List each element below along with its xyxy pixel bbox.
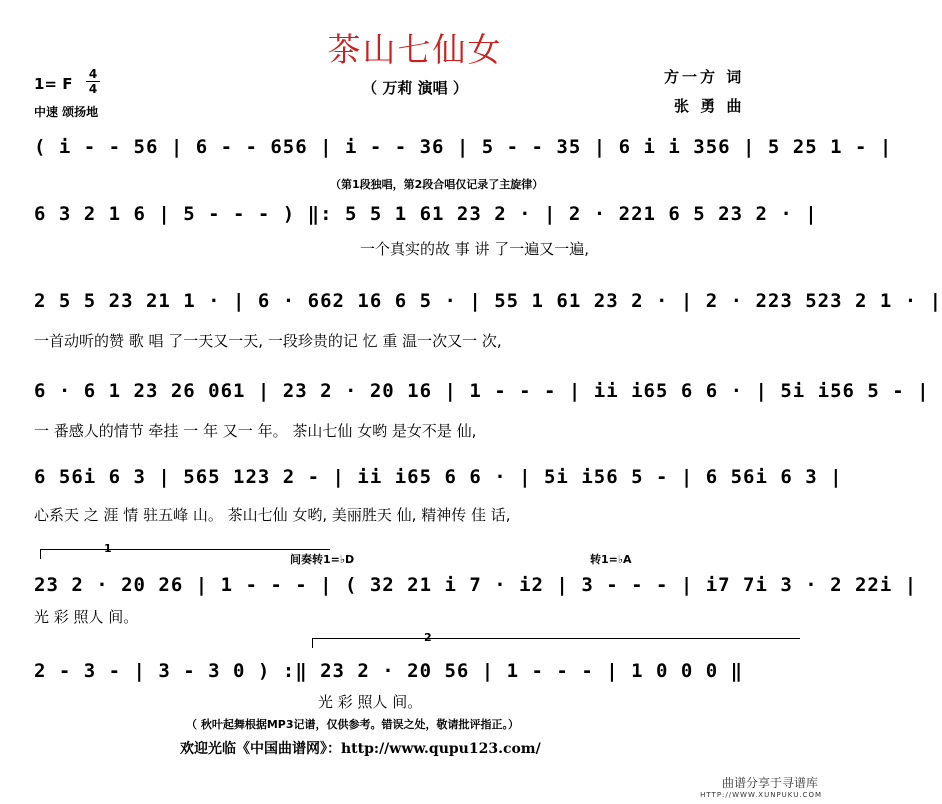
notation-row-7: 2 - 3 - | 3 - 3 0 ) :‖ 23 2 · 20 56 | 1 - - - | 1 0 0 0 ‖ [34, 660, 744, 682]
notation-row-2: 6 3 2 1 6 | 5 - - - ) ‖: 5 5 1 61 23 2 · | 2 · 221 6 5 23 2 · | [34, 203, 818, 225]
time-signature [86, 68, 100, 95]
lyricist-credit: 方一方 词 [664, 68, 745, 86]
verse-note: （第1段独唱，第2段合唱仅记录了主旋律） [330, 178, 544, 191]
modulation-label: 转1=♭A [590, 553, 632, 566]
notation-row-3: 2 5 5 23 21 1 · | 6 · 662 16 6 5 · | 55 1 61 23 2 · | 2 · 223 523 2 1 · | [34, 290, 942, 312]
volta-1-bracket-end [40, 549, 41, 559]
notation-row-4: 6 · 6 1 23 26 061 | 23 2 · 20 16 | 1 - - - | ii i65 6 6 · | 5i i56 5 - | [34, 380, 930, 402]
lyric-row-5: 心系天 之 涯 情 驻五峰 山。 茶山七仙 女哟, 美丽胜天 仙, 精神传 佳 话, [34, 506, 511, 524]
time-denominator: 4 [88, 82, 98, 96]
volta-1-label: 1 [104, 542, 112, 555]
lyric-row-4: 一 番感人的情节 牵挂 一 年 又一 年。 茶山七仙 女哟 是女不是 仙, [34, 422, 477, 440]
composer-credit: 张 勇 曲 [674, 97, 745, 115]
volta-2-bracket-end [312, 638, 313, 648]
volta-2-bracket [312, 638, 800, 639]
time-numerator: 4 [88, 67, 98, 81]
lyric-row-7: 光 彩 照人 间。 [318, 693, 423, 711]
volta-2-label: 2 [424, 631, 432, 644]
key-signature: 1= F [34, 75, 73, 93]
singer-credit: （ 万莉 演唱 ） [362, 79, 468, 97]
watermark-line-2: HTTP://WWW.XUNPUKU.COM [700, 791, 822, 799]
lyric-row-3: 一首动听的赞 歌 唱 了一天又一天, 一段珍贵的记 忆 重 温一次又一 次, [34, 332, 502, 350]
interlude-label: 间奏转1=♭D [290, 553, 355, 566]
lyric-row-6: 光 彩 照人 间。 [34, 608, 139, 626]
watermark-line-1: 曲谱分享于寻谱库 [721, 776, 818, 790]
notation-row-1: ( i - - 56 | 6 - - 656 | i - - 36 | 5 - - 35 | 6 i i 356 | 5 25 1 - | [34, 136, 893, 158]
notation-row-6: 23 2 · 20 26 | 1 - - - | ( 32 21 i 7 · i2 | 3 - - - | i7 7i 3 · 2 22i | [34, 574, 918, 596]
volta-1-bracket [40, 549, 330, 550]
notation-row-5: 6 56i 6 3 | 565 123 2 - | ii i65 6 6 · | 5i i56 5 - | 6 56i 6 3 | [34, 466, 843, 488]
lyric-row-2: 一个真实的故 事 讲 了一遍又一遍, [360, 240, 590, 258]
transcription-note: （ 秋叶起舞根据MP3记谱，仅供参考。错误之处，敬请批评指正。） [186, 718, 519, 731]
tempo-marking: 中速 颂扬地 [34, 105, 99, 119]
song-title: 茶山七仙女 [327, 30, 503, 69]
site-credit: 欢迎光临《中国曲谱网》：http://www.qupu123.com/ [180, 741, 541, 757]
